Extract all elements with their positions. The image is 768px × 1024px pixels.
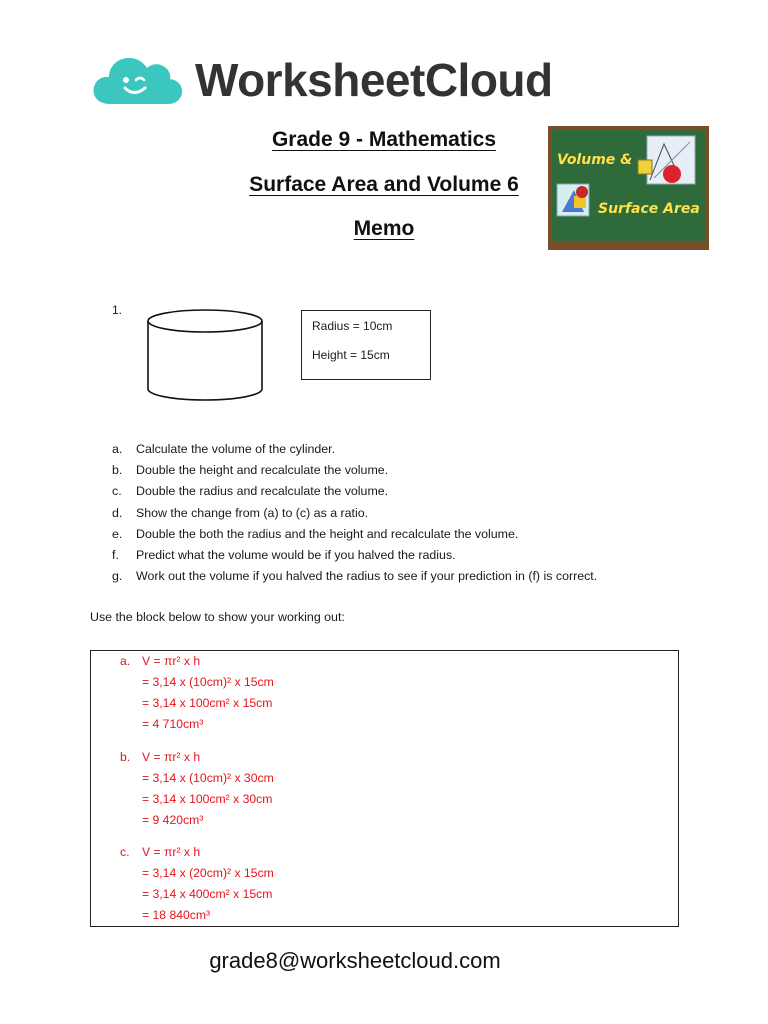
list-item: g. Work out the volume if you halved the radius to see if your prediction in (f) is correct.: [112, 569, 598, 584]
board-label-surface-area: Surface Area: [598, 201, 700, 217]
radius-value: Radius = 10cm: [312, 319, 393, 333]
list-item: e. Double the both the radius and the height and recalculate the volume.: [112, 526, 519, 541]
height-value: Height = 15cm: [312, 348, 390, 362]
list-item: c. Double the radius and recalculate the volume.: [112, 484, 389, 499]
list-item: b. Double the height and recalculate the volume.: [112, 463, 389, 478]
volume-surface-area-board-image: [548, 126, 709, 250]
working-out-box: a. V = πr² x h = 3,14 x (10cm)² x 15cm = 3,14 x 100cm² x 15cm = 4 710cm³ b. V = πr² x h = 3,14 x (10cm)² x 30cm = 3,14 x 100cm² x 30cm = 9 420cm³ c. V = πr² x h = 3,14 x (20cm)² x 15cm = 3,14 x 400cm² x 15cm = 18 840cm³: [90, 650, 679, 927]
geometric-shapes-illustration: [552, 130, 705, 241]
list-item: d. Show the change from (a) to (c) as a ratio.: [112, 505, 369, 520]
cylinder-diagram: [145, 305, 267, 403]
contact-email: grade8@worksheetcloud.com: [209, 948, 501, 973]
brand-name: WorksheetCloud: [195, 54, 553, 106]
board-label-volume: Volume &: [557, 152, 633, 168]
question-number: 1.: [112, 303, 123, 317]
question-list: [112, 439, 732, 587]
memo-heading: Memo: [353, 217, 415, 240]
list-item: f. Predict what the volume would be if you halved the radius.: [112, 547, 456, 562]
page-subtitle: Surface Area and Volume 6: [249, 173, 519, 196]
list-item: a. Calculate the volume of the cylinder.: [112, 442, 336, 456]
worksheetcloud-logo: [92, 52, 592, 108]
cloud-smile-icon: [92, 54, 184, 106]
page-title: Grade 9 - Mathematics: [271, 128, 497, 151]
working-instruction: Use the block below to show your working out:: [90, 610, 345, 624]
given-values-box: [301, 310, 431, 380]
